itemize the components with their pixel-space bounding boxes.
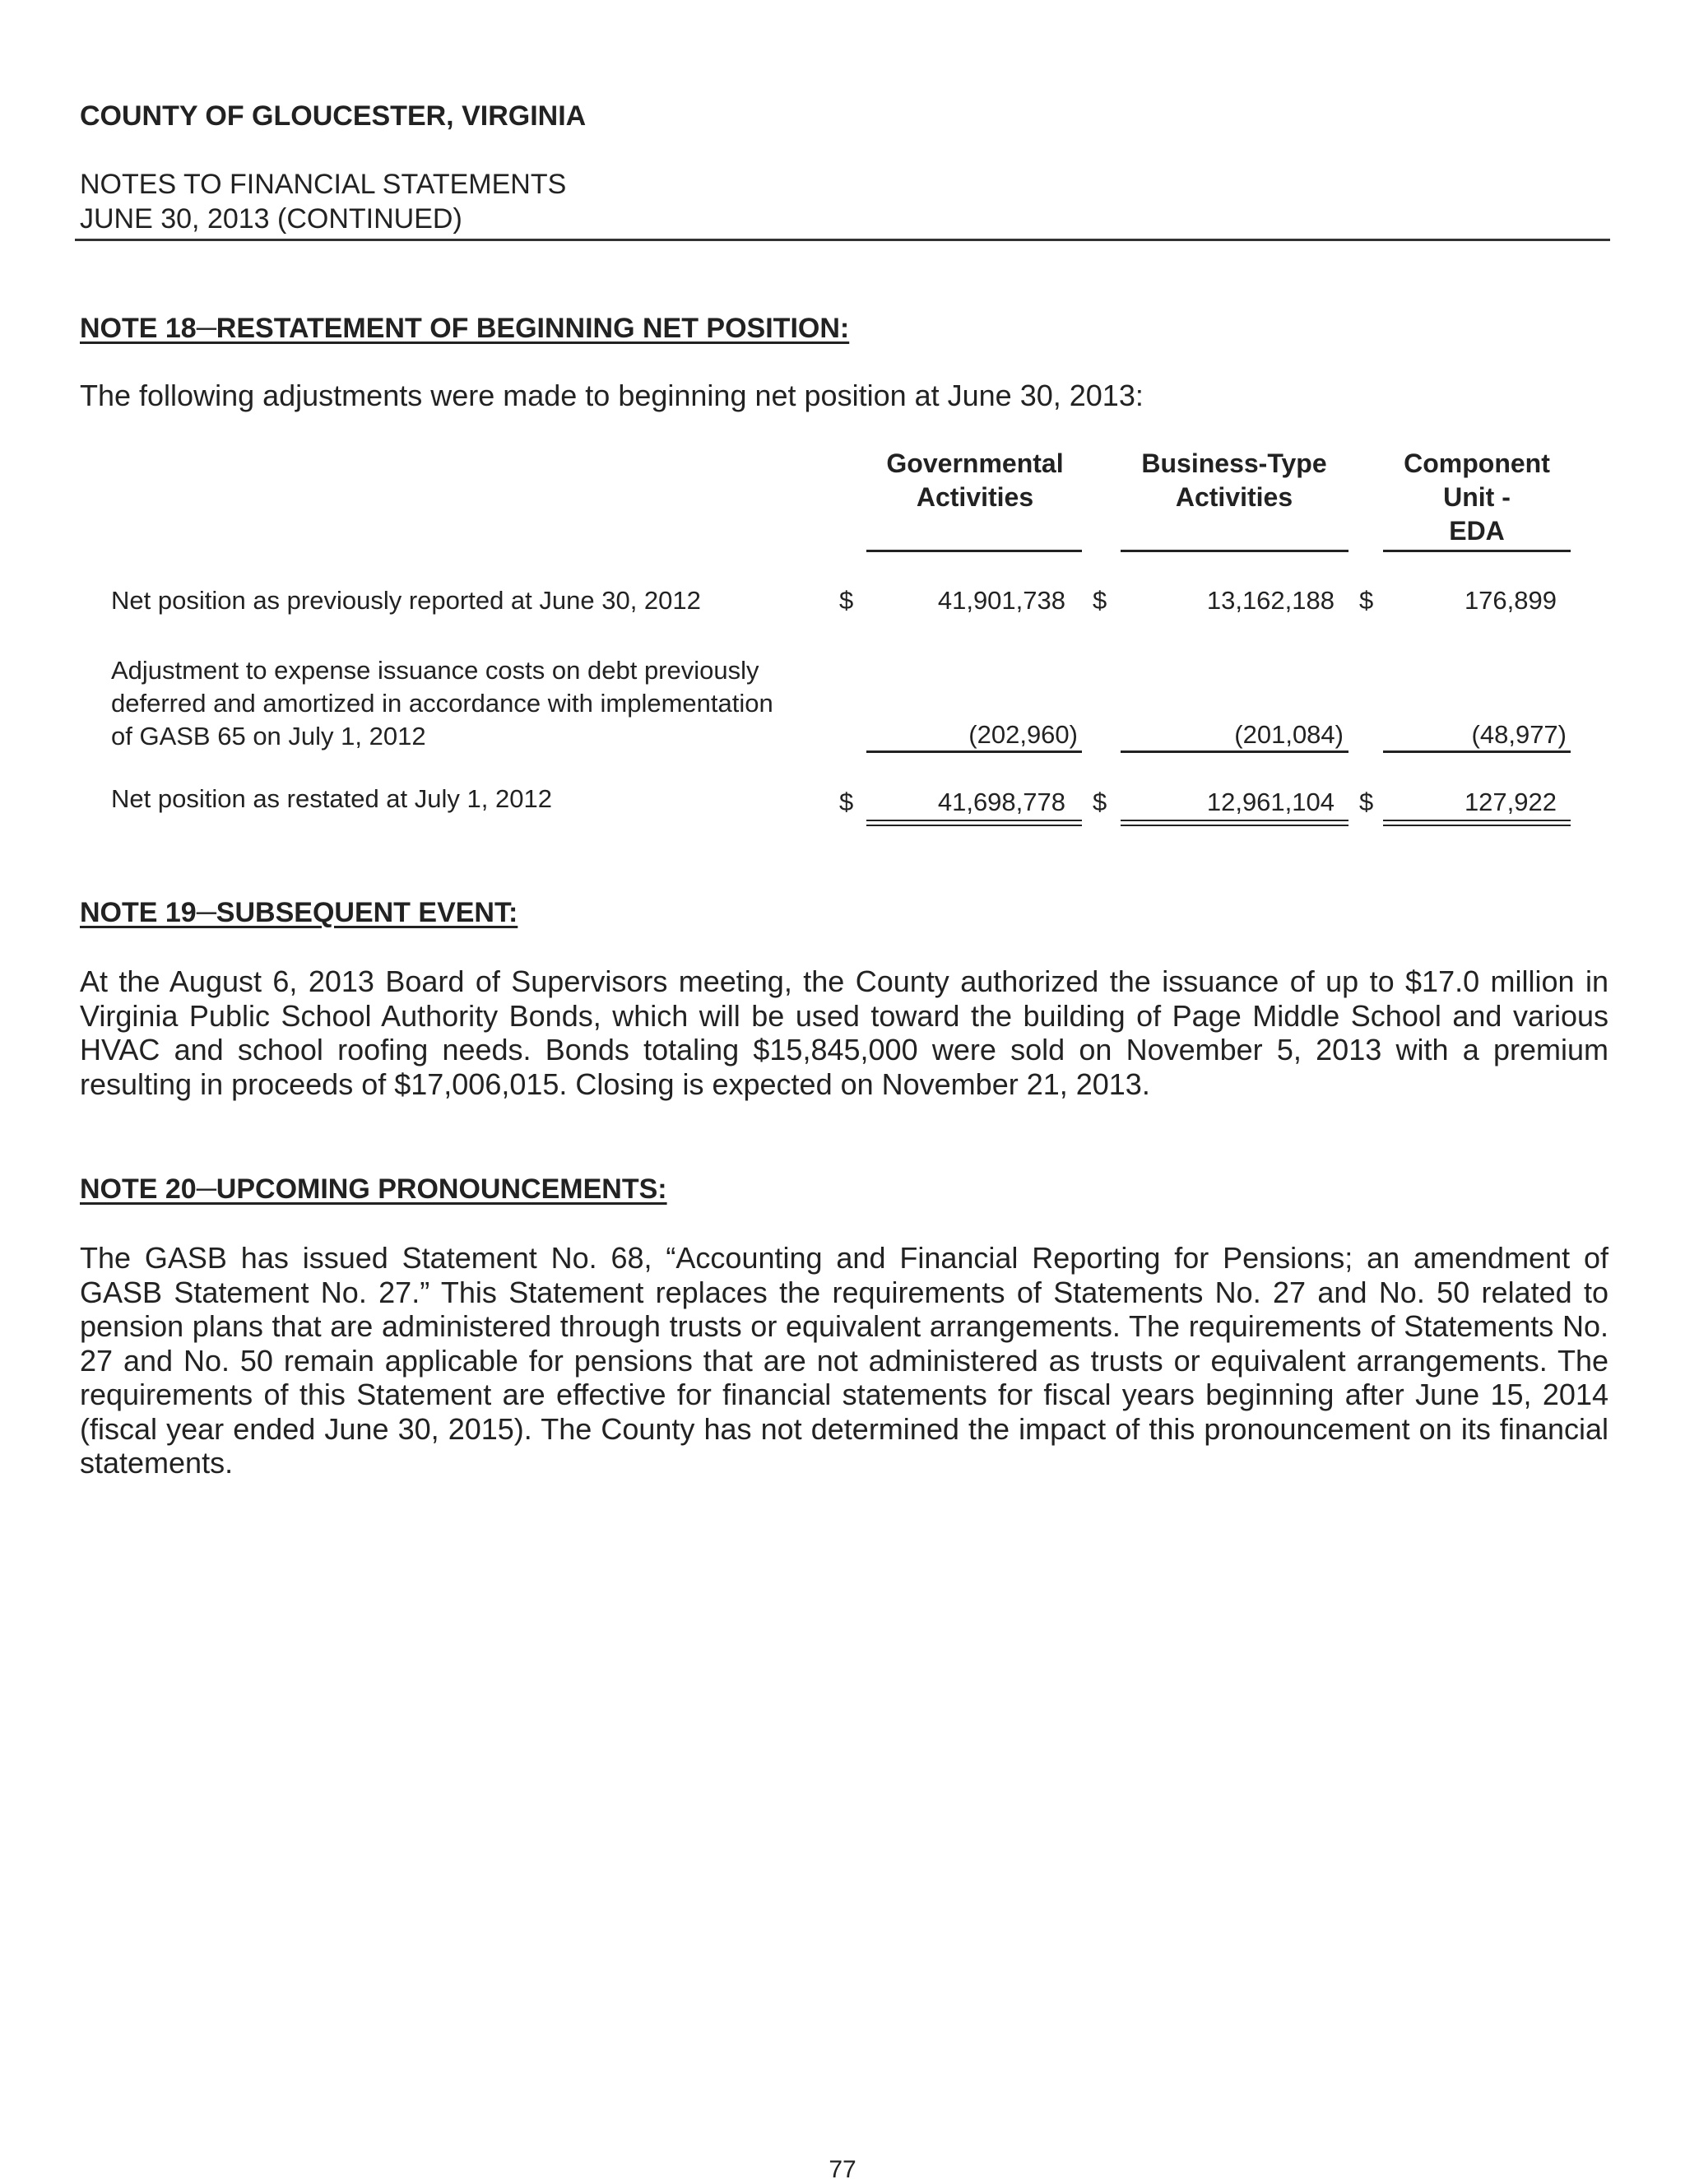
note-20-heading: NOTE 20─UPCOMING PRONOUNCEMENTS: [80, 1173, 667, 1205]
column-header-governmental [864, 447, 1086, 514]
page-number: 77 [829, 2156, 856, 2183]
column-header-line: EDA [1449, 516, 1505, 546]
row-label: Net position as previously reported at June 30, 2012 [111, 586, 701, 615]
note-18-heading: NOTE 18─RESTATEMENT OF BEGINNING NET POSITION: [80, 313, 850, 344]
subtotal-underline [1121, 750, 1348, 753]
note-19-heading: NOTE 19─SUBSEQUENT EVENT: [80, 897, 518, 928]
business-type-value: 12,961,104 [1206, 788, 1335, 816]
note-18-intro: The following adjustments were made to beginning net position at June 30, 2013: [80, 379, 1144, 412]
column-header-line: Unit - [1443, 482, 1511, 512]
column-header-line: Governmental [886, 448, 1064, 478]
column-header-line: Component [1404, 448, 1550, 478]
currency-symbol: $ [1359, 788, 1374, 816]
total-double-underline [1383, 820, 1571, 826]
column-header-line: Activities [916, 482, 1034, 512]
column-header-component-unit [1382, 447, 1571, 548]
row-label-line: deferred and amortized in accordance with implementation [111, 689, 773, 718]
component-unit-value: 127,922 [1464, 788, 1557, 816]
currency-symbol: $ [1359, 586, 1374, 615]
governmental-value: 41,901,738 [937, 586, 1065, 615]
component-unit-value: (48,977) [1471, 720, 1567, 749]
column-header-line: Activities [1175, 482, 1293, 512]
governmental-value: (202,960) [968, 720, 1078, 749]
business-type-value: 13,162,188 [1206, 586, 1335, 615]
row-label-line: of GASB 65 on July 1, 2012 [111, 722, 426, 750]
subtotal-underline [866, 750, 1082, 753]
note-20-body: The GASB has issued Statement No. 68, “Accounting and Financial Reporting for Pensions; an amendment of GASB Statement No. 27.” This Statement replaces the requirements of Statements No. 27 and No. 50 related to pension plans that are administered through trusts or equivalent arrangements. The requirements of Statements No. 27 and No. 50 remain applicable for pensions that are not administered as trusts or equivalent arrangements. The requirements of this Statement are effective for financial statements for fiscal years beginning after June 15, 2014 (fiscal year ended June 30, 2015). The County has not determined the impact of this pronouncement on its financial statements. [80, 1241, 1608, 1480]
report-title: COUNTY OF GLOUCESTER, VIRGINIA [80, 100, 587, 132]
governmental-value: 41,698,778 [937, 788, 1065, 816]
business-type-value: (201,084) [1234, 720, 1344, 749]
currency-symbol: $ [839, 586, 854, 615]
header-rule [75, 239, 1610, 241]
column-header-business-type [1119, 447, 1349, 514]
total-double-underline [1121, 820, 1348, 826]
component-unit-value: 176,899 [1464, 586, 1557, 615]
row-label-line: Adjustment to expense issuance costs on debt previously [111, 656, 759, 685]
report-subtitle: NOTES TO FINANCIAL STATEMENTS [80, 169, 567, 200]
report-date: JUNE 30, 2013 (CONTINUED) [80, 203, 462, 235]
currency-symbol: $ [839, 788, 854, 816]
header-underline [866, 550, 1082, 552]
row-label [111, 654, 773, 753]
note-19-body: At the August 6, 2013 Board of Supervisors meeting, the County authorized the issuance of up to $17.0 million in Virginia Public School Authority Bonds, which will be used toward the building of Page Middle School and various HVAC and school roofing needs. Bonds totaling $15,845,000 were sold on November 5, 2013 with a premium resulting in proceeds of $17,006,015. Closing is expected on November 21, 2013. [80, 964, 1608, 1101]
currency-symbol: $ [1093, 586, 1107, 615]
header-underline [1121, 550, 1348, 552]
currency-symbol: $ [1093, 788, 1107, 816]
subtotal-underline [1383, 750, 1571, 753]
header-underline [1383, 550, 1571, 552]
total-double-underline [866, 820, 1082, 826]
row-label: Net position as restated at July 1, 2012 [111, 784, 552, 813]
column-header-line: Business-Type [1141, 448, 1327, 478]
